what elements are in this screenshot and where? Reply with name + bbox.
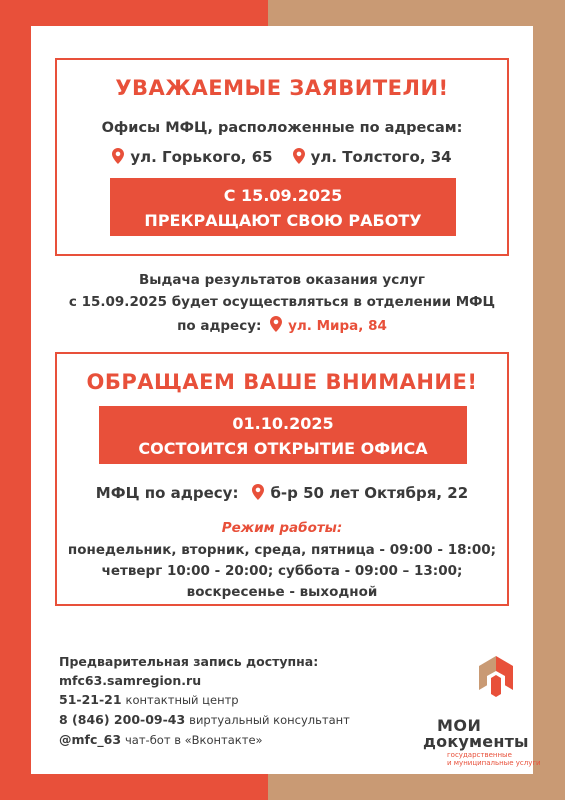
middle-line3	[31, 316, 533, 334]
closing-notice-frame	[55, 58, 509, 256]
footer-social-label: чат-бот в «Вконтакте»	[125, 733, 263, 747]
logo-sub-line1: государственные	[447, 751, 512, 759]
schedule-line3: воскресенье - выходной	[186, 584, 378, 600]
moi-dokumenty-logo-icon	[479, 656, 513, 706]
footer-phone1-label: контактный центр	[125, 693, 239, 707]
work-mode-title: Режим работы:	[221, 520, 343, 536]
address-gorkogo: ул. Горького, 65	[130, 148, 273, 166]
address-tolstogo: ул. Толстого, 34	[310, 148, 452, 166]
footer-site[interactable]: mfc63.samregion.ru	[59, 673, 202, 688]
opening-address-row	[57, 484, 507, 502]
block1-subtitle: Офисы МФЦ, расположенные по адресам:	[101, 120, 463, 136]
middle-address: ул. Мира, 84	[288, 318, 387, 334]
location-pin-icon	[293, 148, 305, 164]
contacts-footer	[59, 652, 379, 750]
footer-heading: Предварительная запись доступна:	[59, 654, 319, 669]
moi-dokumenty-logo	[387, 656, 541, 767]
logo-subtitle	[447, 751, 547, 767]
footer-social[interactable]: @mfc_63	[59, 732, 122, 747]
opening-address: б-р 50 лет Октября, 22	[270, 484, 469, 502]
location-pin-icon	[270, 316, 282, 332]
middle-address-prefix: по адресу:	[177, 318, 262, 334]
opening-address-prefix: МФЦ по адресу:	[95, 484, 239, 502]
block1-title: УВАЖАЕМЫЕ ЗАЯВИТЕЛИ!	[115, 76, 449, 100]
logo-word-moi: МОИ	[437, 716, 482, 735]
closing-date: С 15.09.2025	[223, 186, 343, 205]
footer-phone2-label: виртуальный консультант	[189, 713, 350, 727]
footer-phone2[interactable]: 8 (846) 200-09-43	[59, 712, 186, 727]
middle-line2: с 15.09.2025 будет осуществляться в отделении МФЦ	[68, 294, 496, 310]
opening-text: СОСТОИТСЯ ОТКРЫТИЕ ОФИСА	[138, 439, 428, 458]
schedule-line1: понедельник, вторник, среда, пятница - 09:00 - 18:00;	[67, 542, 497, 558]
closing-addresses	[57, 148, 507, 166]
block2-title: ОБРАЩАЕМ ВАШЕ ВНИМАНИЕ!	[86, 370, 478, 394]
closing-text: ПРЕКРАЩАЮТ СВОЮ РАБОТУ	[144, 211, 422, 230]
closing-banner	[110, 178, 456, 236]
logo-word-dokumenty: документы	[423, 732, 529, 751]
location-pin-icon	[252, 484, 264, 500]
logo-sub-line2: и муниципальные услуги	[447, 759, 541, 767]
notice-card	[31, 26, 541, 774]
opening-date: 01.10.2025	[232, 414, 334, 433]
footer-phone1[interactable]: 51-21-21	[59, 692, 122, 707]
location-pin-icon	[112, 148, 124, 164]
opening-notice-frame	[55, 352, 509, 606]
opening-banner	[99, 406, 467, 464]
middle-line1: Выдача результатов оказания услуг	[139, 272, 425, 288]
schedule-line2: четверг 10:00 - 20:00; суббота - 09:00 – 13:00;	[101, 563, 463, 579]
